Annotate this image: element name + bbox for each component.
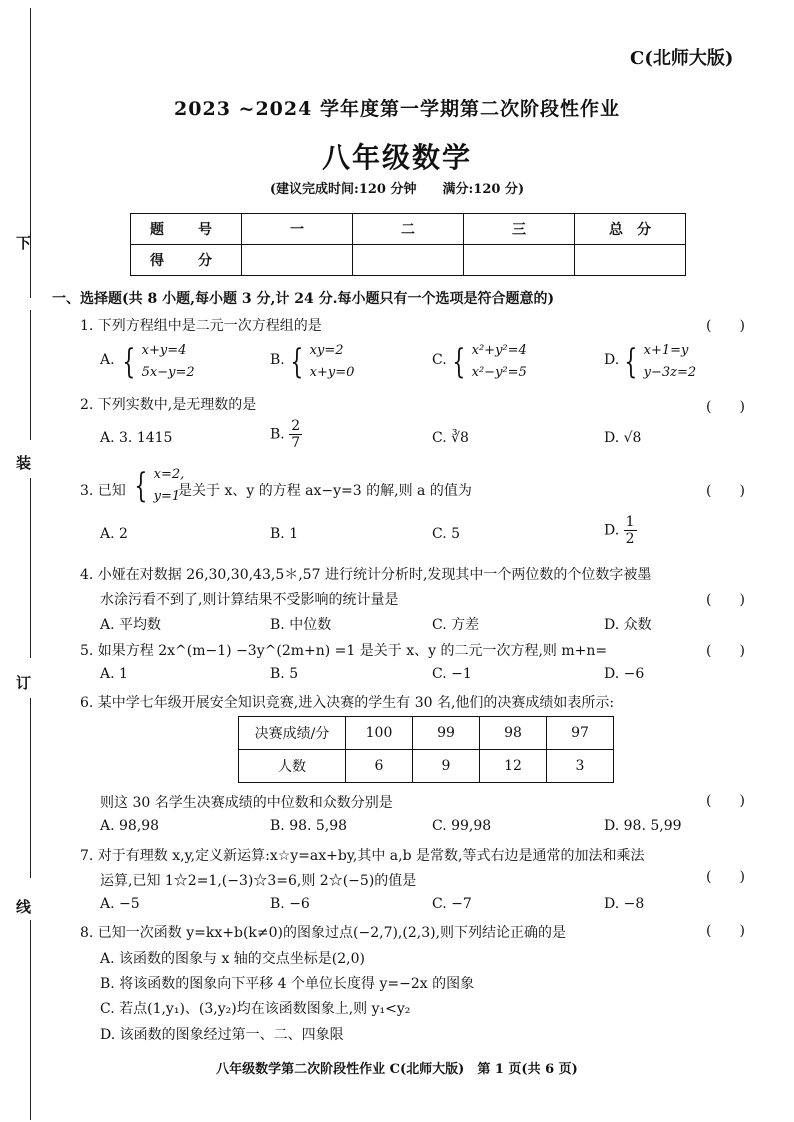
q1-stem: 1. 下列方程组中是二元一次方程组的是 (80, 318, 322, 334)
q1-option-b-label: B. (270, 352, 285, 368)
table-cell: 12 (480, 750, 547, 783)
table-cell: 97 (547, 717, 614, 750)
q1-option-a-system: { x+y=4 5x−y=2 (122, 342, 195, 382)
q2-option-d: D. √8 (604, 430, 642, 446)
q7-option-c: C. −7 (432, 896, 472, 912)
q8-option-a: A. 该函数的图象与 x 轴的交点坐标是(2,0) (100, 951, 365, 967)
q5-answer-paren[interactable]: ( ) (706, 643, 745, 659)
score-cell: 一 (242, 214, 353, 245)
score-input-cell[interactable] (242, 245, 353, 276)
q1-option-b-system: { xy=2 x+y=0 (290, 342, 355, 382)
q5-stem: 5. 如果方程 2x^(m−1) −3y^(2m+n) =1 是关于 x、y 的二元一次方程,则 m+n= (80, 643, 608, 659)
edition-label: C(北师大版) (630, 48, 734, 69)
q4-stem-line1: 4. 小娅在对数据 26,30,30,43,5＊,57 进行统计分析时,发现其中一个两位数的个位数字被墨 (80, 567, 652, 583)
q2-option-b-fraction: $\frac{2}{7}$ (291, 418, 301, 451)
table-cell: 6 (346, 750, 413, 783)
q7-option-a: A. −5 (100, 896, 140, 912)
binding-line-2 (30, 310, 31, 440)
time-note: (建议完成时间:120 分钟 满分:120 分) (269, 182, 525, 197)
q3-option-d (604, 514, 637, 547)
score-table-row (131, 214, 686, 245)
q7-stem-line2: 运算,已知 1☆2=1,(−3)☆3=6,则 2☆(−5)的值是 (100, 873, 417, 889)
q3-system: { x=2, y=1 (134, 466, 185, 506)
q7-option-d: D. −8 (604, 896, 645, 912)
q3-answer-paren[interactable]: ( ) (706, 483, 745, 499)
q4-option-b: B. 中位数 (270, 617, 332, 633)
binding-line-3 (30, 478, 31, 658)
q1-answer-paren[interactable]: ( ) (706, 318, 745, 334)
score-input-cell[interactable] (464, 245, 575, 276)
q1-option-d-label: D. (604, 352, 620, 368)
q7-option-b: B. −6 (270, 896, 310, 912)
q6-option-a: A. 98,98 (100, 818, 160, 834)
q3-option-a: A. 2 (100, 526, 128, 542)
q8-option-c: C. 若点(1,y₁)、(3,y₂)均在该函数图象上,则 y₁<y₂ (100, 1001, 411, 1017)
exam-title: 2023 ~2024 学年度第一学期第二次阶段性作业 (174, 98, 620, 120)
q5-option-c: C. −1 (432, 666, 472, 682)
q5-option-b: B. 5 (270, 666, 299, 682)
q1-option-c-system: { x²+y²=4 x²−y²=5 (452, 342, 527, 382)
score-cell: 总 分 (575, 214, 686, 245)
q8-answer-paren[interactable]: ( ) (706, 923, 745, 939)
binding-char-zhuang: 装 (16, 454, 32, 472)
score-cell: 得 分 (131, 245, 242, 276)
binding-line-4 (30, 698, 31, 878)
binding-char-ding: 订 (16, 674, 32, 692)
q4-stem-line2: 水涂污看不到了,则计算结果不受影响的统计量是 (100, 592, 399, 608)
table-cell: 9 (413, 750, 480, 783)
q4-option-d: D. 众数 (604, 617, 652, 633)
table-cell: 100 (346, 717, 413, 750)
q2-option-a: A. 3. 1415 (100, 430, 173, 446)
q7-stem-line1: 7. 对于有理数 x,y,定义新运算:x☆y=ax+by,其中 a,b 是常数,等式右边是通常的加法和乘法 (80, 848, 645, 864)
score-input-cell[interactable] (353, 245, 464, 276)
q3-option-d-label: D. (604, 522, 620, 539)
q6-results-table (238, 716, 614, 783)
q4-option-c: C. 方差 (432, 617, 480, 633)
score-cell: 题 号 (131, 214, 242, 245)
score-cell: 三 (464, 214, 575, 245)
q2-option-c: C. ∛8 (432, 430, 469, 446)
page-footer: 八年级数学第二次阶段性作业 C(北师大版) 第 1 页(共 6 页) (216, 1062, 578, 1077)
table-cell: 3 (547, 750, 614, 783)
q3-option-b: B. 1 (270, 526, 299, 542)
q3-option-c: C. 5 (432, 526, 461, 542)
q3-stem-prefix: 3. 已知 (80, 483, 126, 499)
binding-char-xian: 线 (16, 898, 32, 916)
table-cell: 人数 (239, 750, 346, 783)
q5-option-d: D. −6 (604, 666, 645, 682)
q2-answer-paren[interactable]: ( ) (706, 399, 745, 415)
score-cell: 二 (353, 214, 464, 245)
q7-answer-paren[interactable]: ( ) (706, 869, 745, 885)
q6-option-b: B. 98. 5,98 (270, 818, 348, 834)
q8-option-b: B. 将该函数的图象向下平移 4 个单位长度得 y=−2x 的图象 (100, 976, 475, 992)
q4-answer-paren[interactable]: ( ) (706, 592, 745, 608)
q6-stem: 6. 某中学七年级开展安全知识竞赛,进入决赛的学生有 30 名,他们的决赛成绩如表所示: (80, 695, 615, 711)
score-input-cell[interactable] (575, 245, 686, 276)
q6-question: 则这 30 名学生决赛成绩的中位数和众数分别是 (100, 795, 393, 811)
table-cell: 99 (413, 717, 480, 750)
q1-option-a-label: A. (100, 352, 115, 368)
q3-option-d-fraction: $\frac{1}{2}$ (625, 514, 635, 547)
q1-option-d-system: { x+1=y y−3z=2 (624, 342, 697, 382)
q2-option-b (270, 418, 302, 451)
q6-answer-paren[interactable]: ( ) (706, 793, 745, 809)
score-table-row (131, 245, 686, 276)
q2-option-b-label: B. (270, 426, 285, 443)
binding-line-bottom (30, 920, 31, 1120)
table-cell: 决赛成绩/分 (239, 717, 346, 750)
q2-stem: 2. 下列实数中,是无理数的是 (80, 397, 257, 413)
score-table (130, 213, 686, 276)
q6-option-d: D. 98. 5,99 (604, 818, 682, 834)
section-heading: 一、选择题(共 8 小题,每小题 3 分,计 24 分.每小题只有一个选项是符合题意的) (52, 291, 555, 307)
q1-option-c-label: C. (432, 352, 447, 368)
q6-option-c: C. 99,98 (432, 818, 492, 834)
table-cell: 98 (480, 717, 547, 750)
subject-title: 八年级数学 (321, 141, 472, 174)
q8-option-d: D. 该函数的图象经过第一、二、四象限 (100, 1027, 344, 1043)
q4-option-a: A. 平均数 (100, 617, 162, 633)
q8-stem: 8. 已知一次函数 y=kx+b(k≠0)的图象过点(−2,7),(2,3),则下列结论正确的是 (80, 925, 567, 941)
table-row (239, 717, 614, 750)
binding-char-xia: 下 (16, 234, 32, 252)
q3-stem-suffix: 是关于 x、y 的方程 ax−y=3 的解,则 a 的值为 (178, 483, 472, 499)
table-row (239, 750, 614, 783)
q5-option-a: A. 1 (100, 666, 128, 682)
